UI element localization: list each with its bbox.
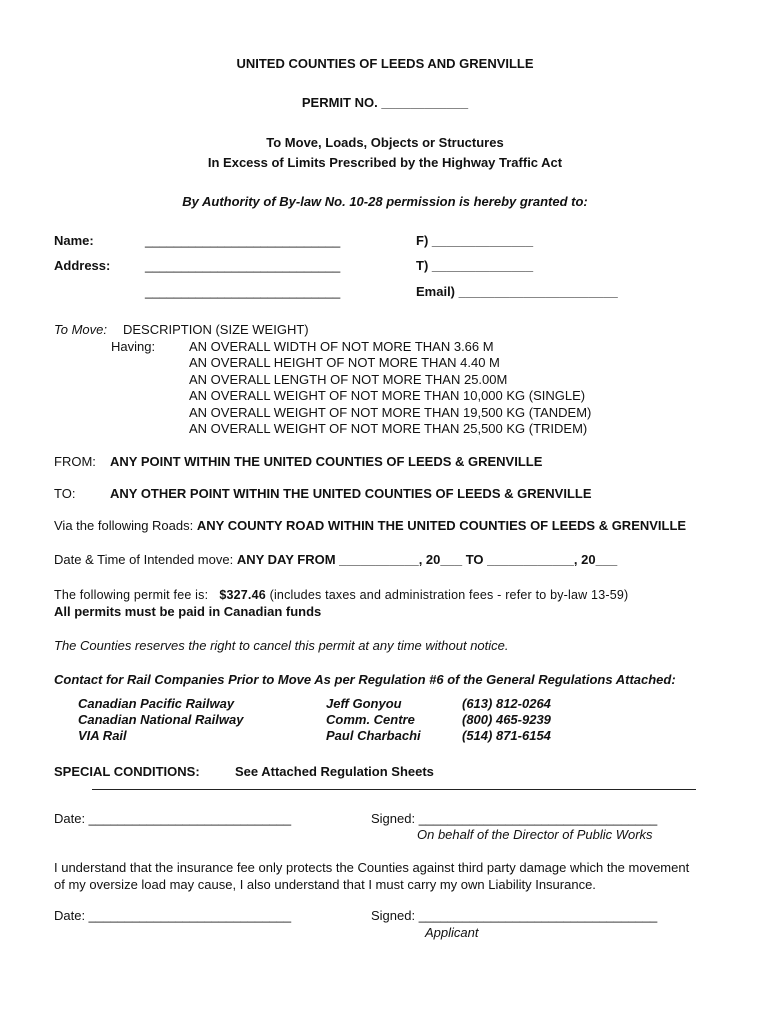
to-label: TO: [54,486,76,501]
name-field[interactable]: ___________________________ [145,233,341,248]
telephone-field[interactable]: T) ______________ [416,258,534,273]
cancel-notice: The Counties reserves the right to cancel this permit at any time without notice. [54,638,509,653]
intended-move-label: Date & Time of Intended move: [54,552,234,567]
fee-amount: $327.46 [219,588,266,602]
section-divider [92,789,696,790]
fee-note: (includes taxes and administration fees - refer to by-law 13-59) [269,588,629,602]
rail-company: Canadian National Railway [78,712,244,727]
approval-date-field[interactable]: Date: ____________________________ [54,811,292,826]
insurance-statement-line-2: of my oversize load may cause, I also understand that I must carry my own Liability Insurance. [54,877,596,892]
email-field[interactable]: Email) ______________________ [416,284,618,299]
rail-contact-phone: (514) 871-6154 [462,728,551,743]
fee-line [54,587,628,603]
rail-contact-phone: (613) 812-0264 [462,696,551,711]
limit-weight-tridem: AN OVERALL WEIGHT OF NOT MORE THAN 25,500 KG (TRIDEM) [189,421,588,436]
intended-move-value[interactable]: ANY DAY FROM ___________, 20___ TO ____________, 20___ [236,552,618,567]
to-move-label: To Move: [54,322,107,337]
authority-statement: By Authority of By-law No. 10-28 permission is hereby granted to: [182,194,588,209]
limit-weight-tandem: AN OVERALL WEIGHT OF NOT MORE THAN 19,500 KG (TANDEM) [189,405,592,420]
document-title: UNITED COUNTIES OF LEEDS AND GRENVILLE [236,56,534,71]
canadian-funds-notice: All permits must be paid in Canadian funds [54,604,322,619]
having-label: Having: [111,339,156,354]
permit-number: PERMIT NO. ____________ [301,95,469,110]
applicant-date-field[interactable]: Date: ____________________________ [54,908,292,923]
rail-contact-heading: Contact for Rail Companies Prior to Move As per Regulation #6 of the General Regulations Attached: [54,672,676,687]
special-conditions-value: See Attached Regulation Sheets [235,764,434,779]
limit-weight-single: AN OVERALL WEIGHT OF NOT MORE THAN 10,000 KG (SINGLE) [189,388,586,403]
approval-signature-caption: On behalf of the Director of Public Works [417,827,653,842]
subtitle-line-2: In Excess of Limits Prescribed by the Highway Traffic Act [207,155,563,170]
rail-company: Canadian Pacific Railway [78,696,235,711]
via-value: ANY COUNTY ROAD WITHIN THE UNITED COUNTIES OF LEEDS & GRENVILLE [196,518,687,533]
rail-contact-person: Paul Charbachi [326,728,421,743]
fee-label: The following permit fee is: [54,588,209,602]
fax-field[interactable]: F) ______________ [416,233,534,248]
intended-move-line [54,552,617,568]
applicant-signature-field[interactable]: Signed: _________________________________ [371,908,658,923]
limit-height: AN OVERALL HEIGHT OF NOT MORE THAN 4.40 M [189,355,500,370]
approval-signature-field[interactable]: Signed: _________________________________ [371,811,658,826]
applicant-signature-caption: Applicant [425,925,479,940]
special-conditions-label: SPECIAL CONDITIONS: [54,764,200,779]
subtitle-line-1: To Move, Loads, Objects or Structures [266,135,504,150]
move-description: DESCRIPTION (SIZE WEIGHT) [123,322,309,337]
via-label: Via the following Roads: [54,518,194,533]
rail-company: VIA Rail [78,728,127,743]
rail-contact-phone: (800) 465-9239 [462,712,551,727]
rail-contact-person: Jeff Gonyou [326,696,402,711]
address-field-1[interactable]: ___________________________ [145,258,341,273]
from-label: FROM: [54,454,96,469]
to-value: ANY OTHER POINT WITHIN THE UNITED COUNTIES OF LEEDS & GRENVILLE [110,486,592,501]
address-label: Address: [54,258,111,273]
from-value: ANY POINT WITHIN THE UNITED COUNTIES OF LEEDS & GRENVILLE [110,454,543,469]
limit-width: AN OVERALL WIDTH OF NOT MORE THAN 3.66 M [189,339,494,354]
rail-contact-person: Comm. Centre [326,712,415,727]
via-roads-line [54,518,686,534]
name-label: Name: [54,233,94,248]
address-field-2[interactable]: ___________________________ [145,284,341,299]
limit-length: AN OVERALL LENGTH OF NOT MORE THAN 25.00M [189,372,508,387]
insurance-statement-line-1: I understand that the insurance fee only protects the Counties against third party damage which the movement [54,860,690,875]
